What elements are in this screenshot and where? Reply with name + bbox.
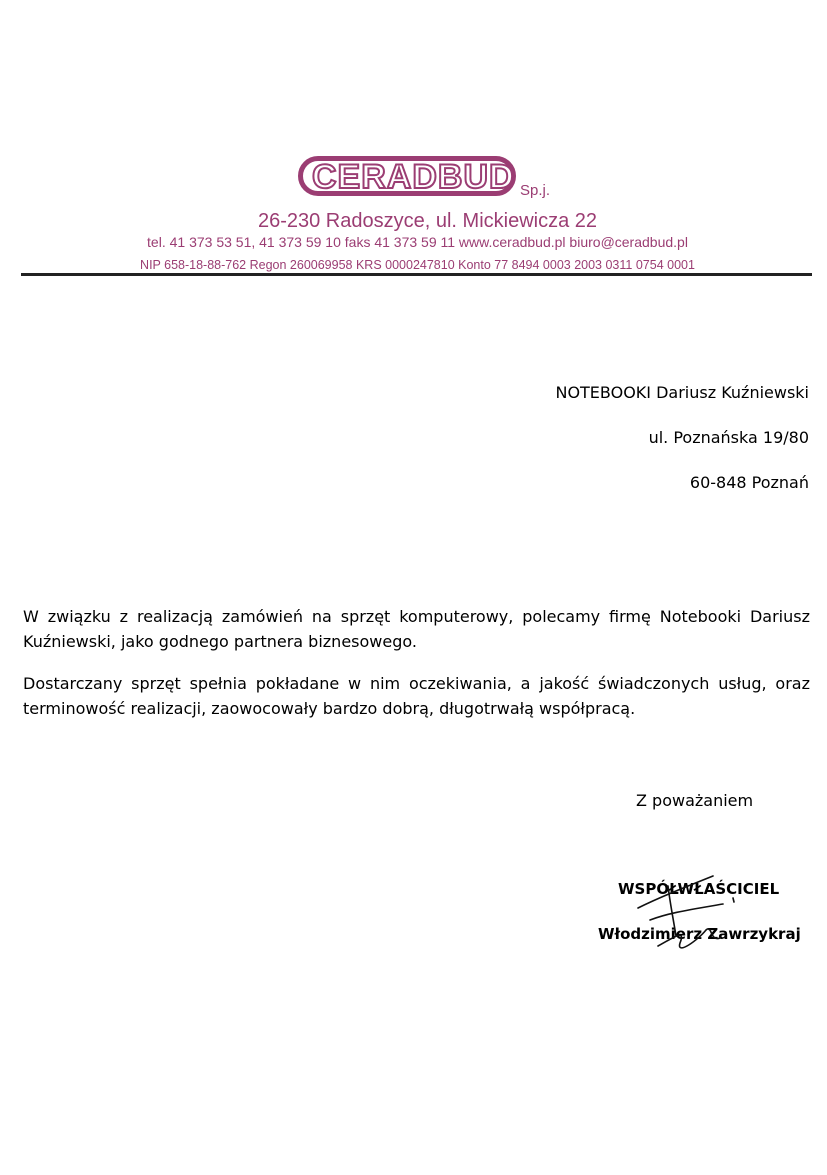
handwritten-signature [628,868,748,958]
signatory-role: WSPÓŁWŁAŚCICIEL [618,880,780,898]
company-registration: NIP 658-18-88-762 Regon 260069958 KRS 0000247810 Konto 77 8494 0003 2003 0311 0754 0001 [140,258,695,272]
recipient-block [555,385,809,520]
signatory-name: Włodzimierz Zawrzykraj [598,925,801,943]
company-contact: tel. 41 373 53 51, 41 373 59 10 faks 41 373 59 11 www.ceradbud.pl biuro@ceradbud.pl [147,234,688,250]
body-paragraph-2: Dostarczany sprzęt spełnia pokładane w nim oczekiwania, a jakość świadczonych usług, oraz terminowość realizacji, zaowocowały bardzo dobrą, długotrwałą współpracą. [23,674,810,718]
recipient-name: NOTEBOOKI Dariusz Kuźniewski [555,383,809,402]
body-paragraph-1: W związku z realizacją zamówień na sprzęt komputerowy, polecamy firmę Notebooki Dariusz Kuźniewski, jako godnego partnera biznesowego. [23,607,810,651]
recipient-city: 60-848 Poznań [689,473,809,492]
closing-greeting: Z poważaniem [636,791,754,810]
header-divider [21,273,812,276]
recipient-street: ul. Poznańska 19/80 [648,428,809,447]
company-logo [298,150,578,210]
logo-suffix: Sp.j. [520,182,551,199]
company-address: 26-230 Radoszyce, ul. Mickiewicza 22 [257,210,598,232]
logo-text: CERADBUD [312,158,515,196]
letter-body [23,604,810,738]
